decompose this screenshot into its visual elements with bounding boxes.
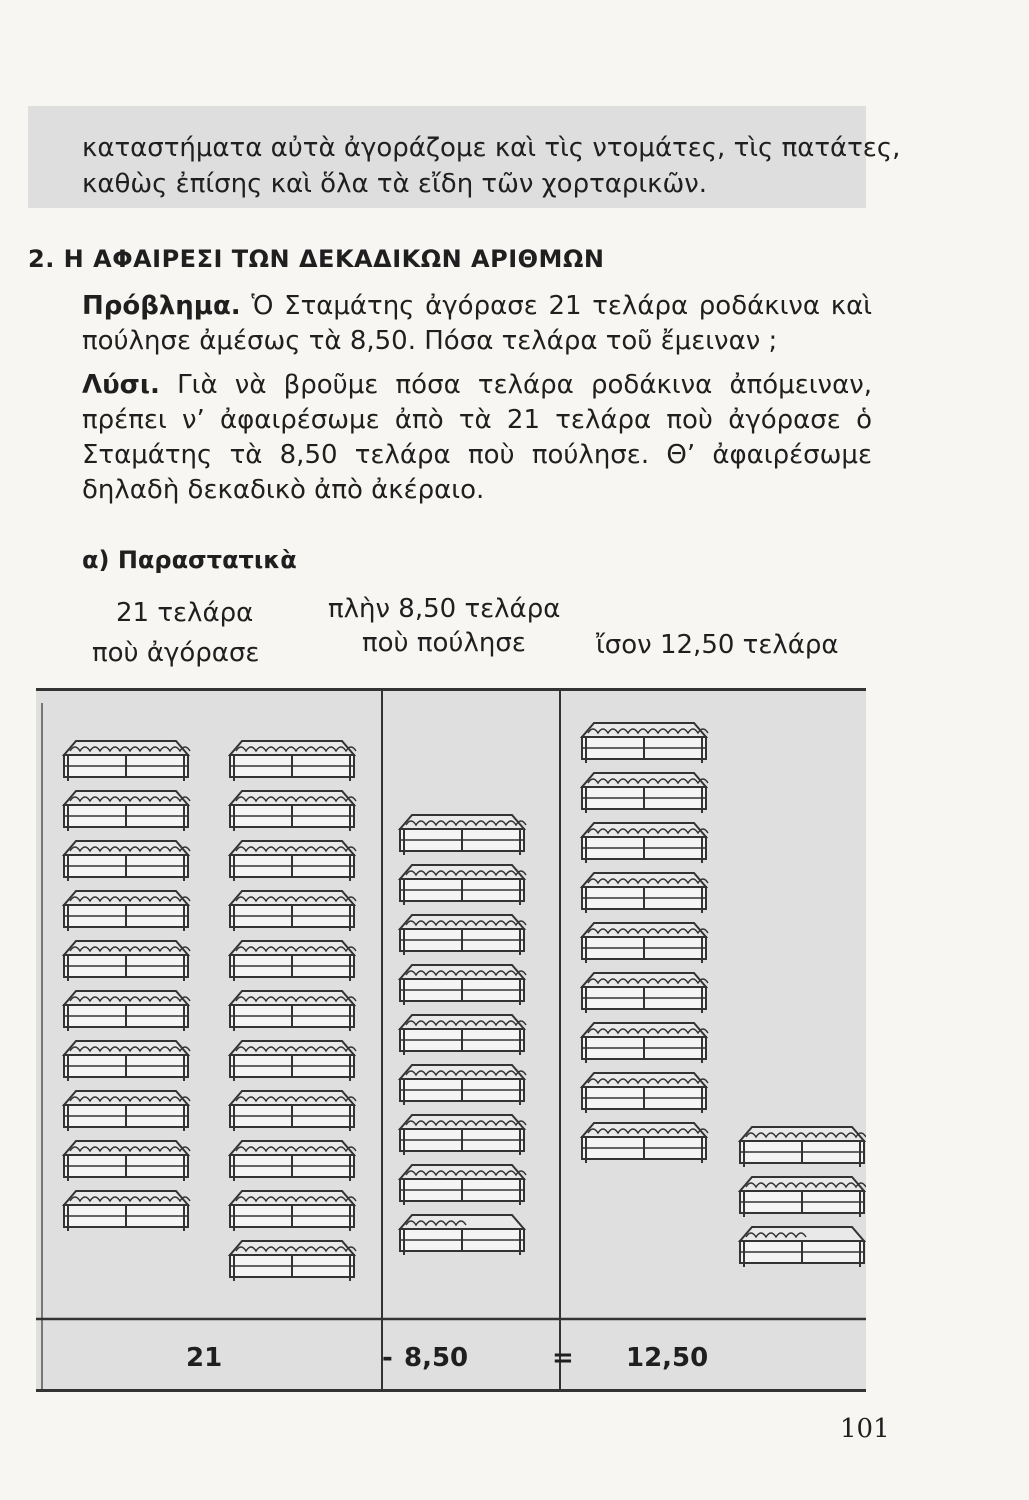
- figure-label-sold: 8,50: [404, 1343, 469, 1373]
- crate-icon: [64, 991, 190, 1031]
- page-number: 101: [840, 1414, 890, 1444]
- problem-paragraph: [82, 289, 872, 359]
- caption-sold-2: ποὺ πούλησε: [362, 628, 526, 658]
- crate-icon: [400, 1015, 526, 1055]
- crate-icon: [582, 773, 708, 813]
- solution-text: Γιὰ νὰ βροῦμε πόσα τελάρα ροδάκινα ἀπόμειναν, πρέπει ν’ ἀφαιρέσωμε ἀπὸ τὰ 21 τελάρα ποὺ ἀγόρασε ὁ Σταμάτης τὰ 8,50 τελάρα ποὺ πούλησε. Θ’ ἀφαιρέσωμε δηλαδὴ δεκαδικὸ ἀπὸ ἀκέραιο.: [82, 370, 872, 505]
- caption-bought-1: 21 τελάρα: [116, 598, 254, 628]
- section-title: 2. Η ΑΦΑΙΡΕΣΙ ΤΩΝ ΔΕΚΑΔΙΚΩΝ ΑΡΙΘΜΩΝ: [28, 245, 605, 273]
- problem-label: Πρόβλημα.: [82, 291, 241, 321]
- crate-icon: [64, 1041, 190, 1081]
- caption-sold-1: πλὴν 8,50 τελάρα: [328, 594, 561, 624]
- crate-icon: [64, 1141, 190, 1181]
- crate-icon: [230, 1091, 356, 1131]
- caption-bought-2: ποὺ ἀγόρασε: [92, 638, 260, 668]
- figure-label-result: 12,50: [626, 1343, 709, 1373]
- crate-icon: [400, 1115, 526, 1155]
- crate-icon: [582, 923, 708, 963]
- crate-icon: [230, 1141, 356, 1181]
- crate-icon: [230, 741, 356, 781]
- crate-icon: [64, 1091, 190, 1131]
- crate-icon: [230, 941, 356, 981]
- crate-icon: [230, 1241, 356, 1281]
- figure-label-total: 21: [186, 1343, 223, 1373]
- crate-icon: [230, 841, 356, 881]
- crate-icon: [230, 891, 356, 931]
- problem-text: Ὁ Σταμάτης ἀγόρασε 21 τελάρα ροδάκινα καὶ πούλησε ἀμέσως τὰ 8,50. Πόσα τελάρα τοῦ ἔμειναν ;: [82, 291, 873, 356]
- crate-icon: [64, 891, 190, 931]
- crate-icon: [400, 865, 526, 905]
- crate-icon: [64, 791, 190, 831]
- figure-label-equals: =: [552, 1343, 574, 1373]
- caption-result: ἴσον 12,50 τελάρα: [596, 630, 839, 660]
- crates-figure: [36, 688, 866, 1392]
- crate-icon: [400, 965, 526, 1005]
- crate-icon: [582, 1073, 708, 1113]
- solution-paragraph: [82, 368, 872, 508]
- crate-icon: [582, 1023, 708, 1063]
- solution-label: Λύσι.: [82, 370, 160, 400]
- crate-icon: [64, 1191, 190, 1231]
- crate-icon: [400, 915, 526, 955]
- half-crate-icon: [400, 1215, 524, 1255]
- crate-icon: [400, 1065, 526, 1105]
- crate-icon: [230, 1191, 356, 1231]
- crate-icon: [230, 1041, 356, 1081]
- subsection-title: α) Παραστατικὰ: [82, 546, 297, 574]
- crate-icon: [230, 791, 356, 831]
- crate-icon: [64, 741, 190, 781]
- crate-icon: [400, 1165, 526, 1205]
- crate-icon: [400, 815, 526, 855]
- figure-label-minus: -: [382, 1343, 393, 1373]
- intro-line-1: καταστήματα αὐτὰ ἀγοράζομε καὶ τὶς ντομάτες, τὶς πατάτες,: [82, 133, 901, 163]
- crate-icon: [740, 1127, 866, 1167]
- crate-icon: [582, 823, 708, 863]
- crate-icon: [740, 1177, 866, 1217]
- crate-icon: [64, 841, 190, 881]
- crates-illustration: [36, 691, 866, 1389]
- half-crate-icon: [740, 1227, 864, 1267]
- crate-icon: [582, 1123, 708, 1163]
- crate-icon: [582, 973, 708, 1013]
- crate-icon: [582, 873, 708, 913]
- crate-icon: [64, 941, 190, 981]
- intro-line-2: καθὼς ἐπίσης καὶ ὅλα τὰ εἴδη τῶν χορταρικῶν.: [82, 169, 708, 199]
- crate-icon: [582, 723, 708, 763]
- crate-icon: [230, 991, 356, 1031]
